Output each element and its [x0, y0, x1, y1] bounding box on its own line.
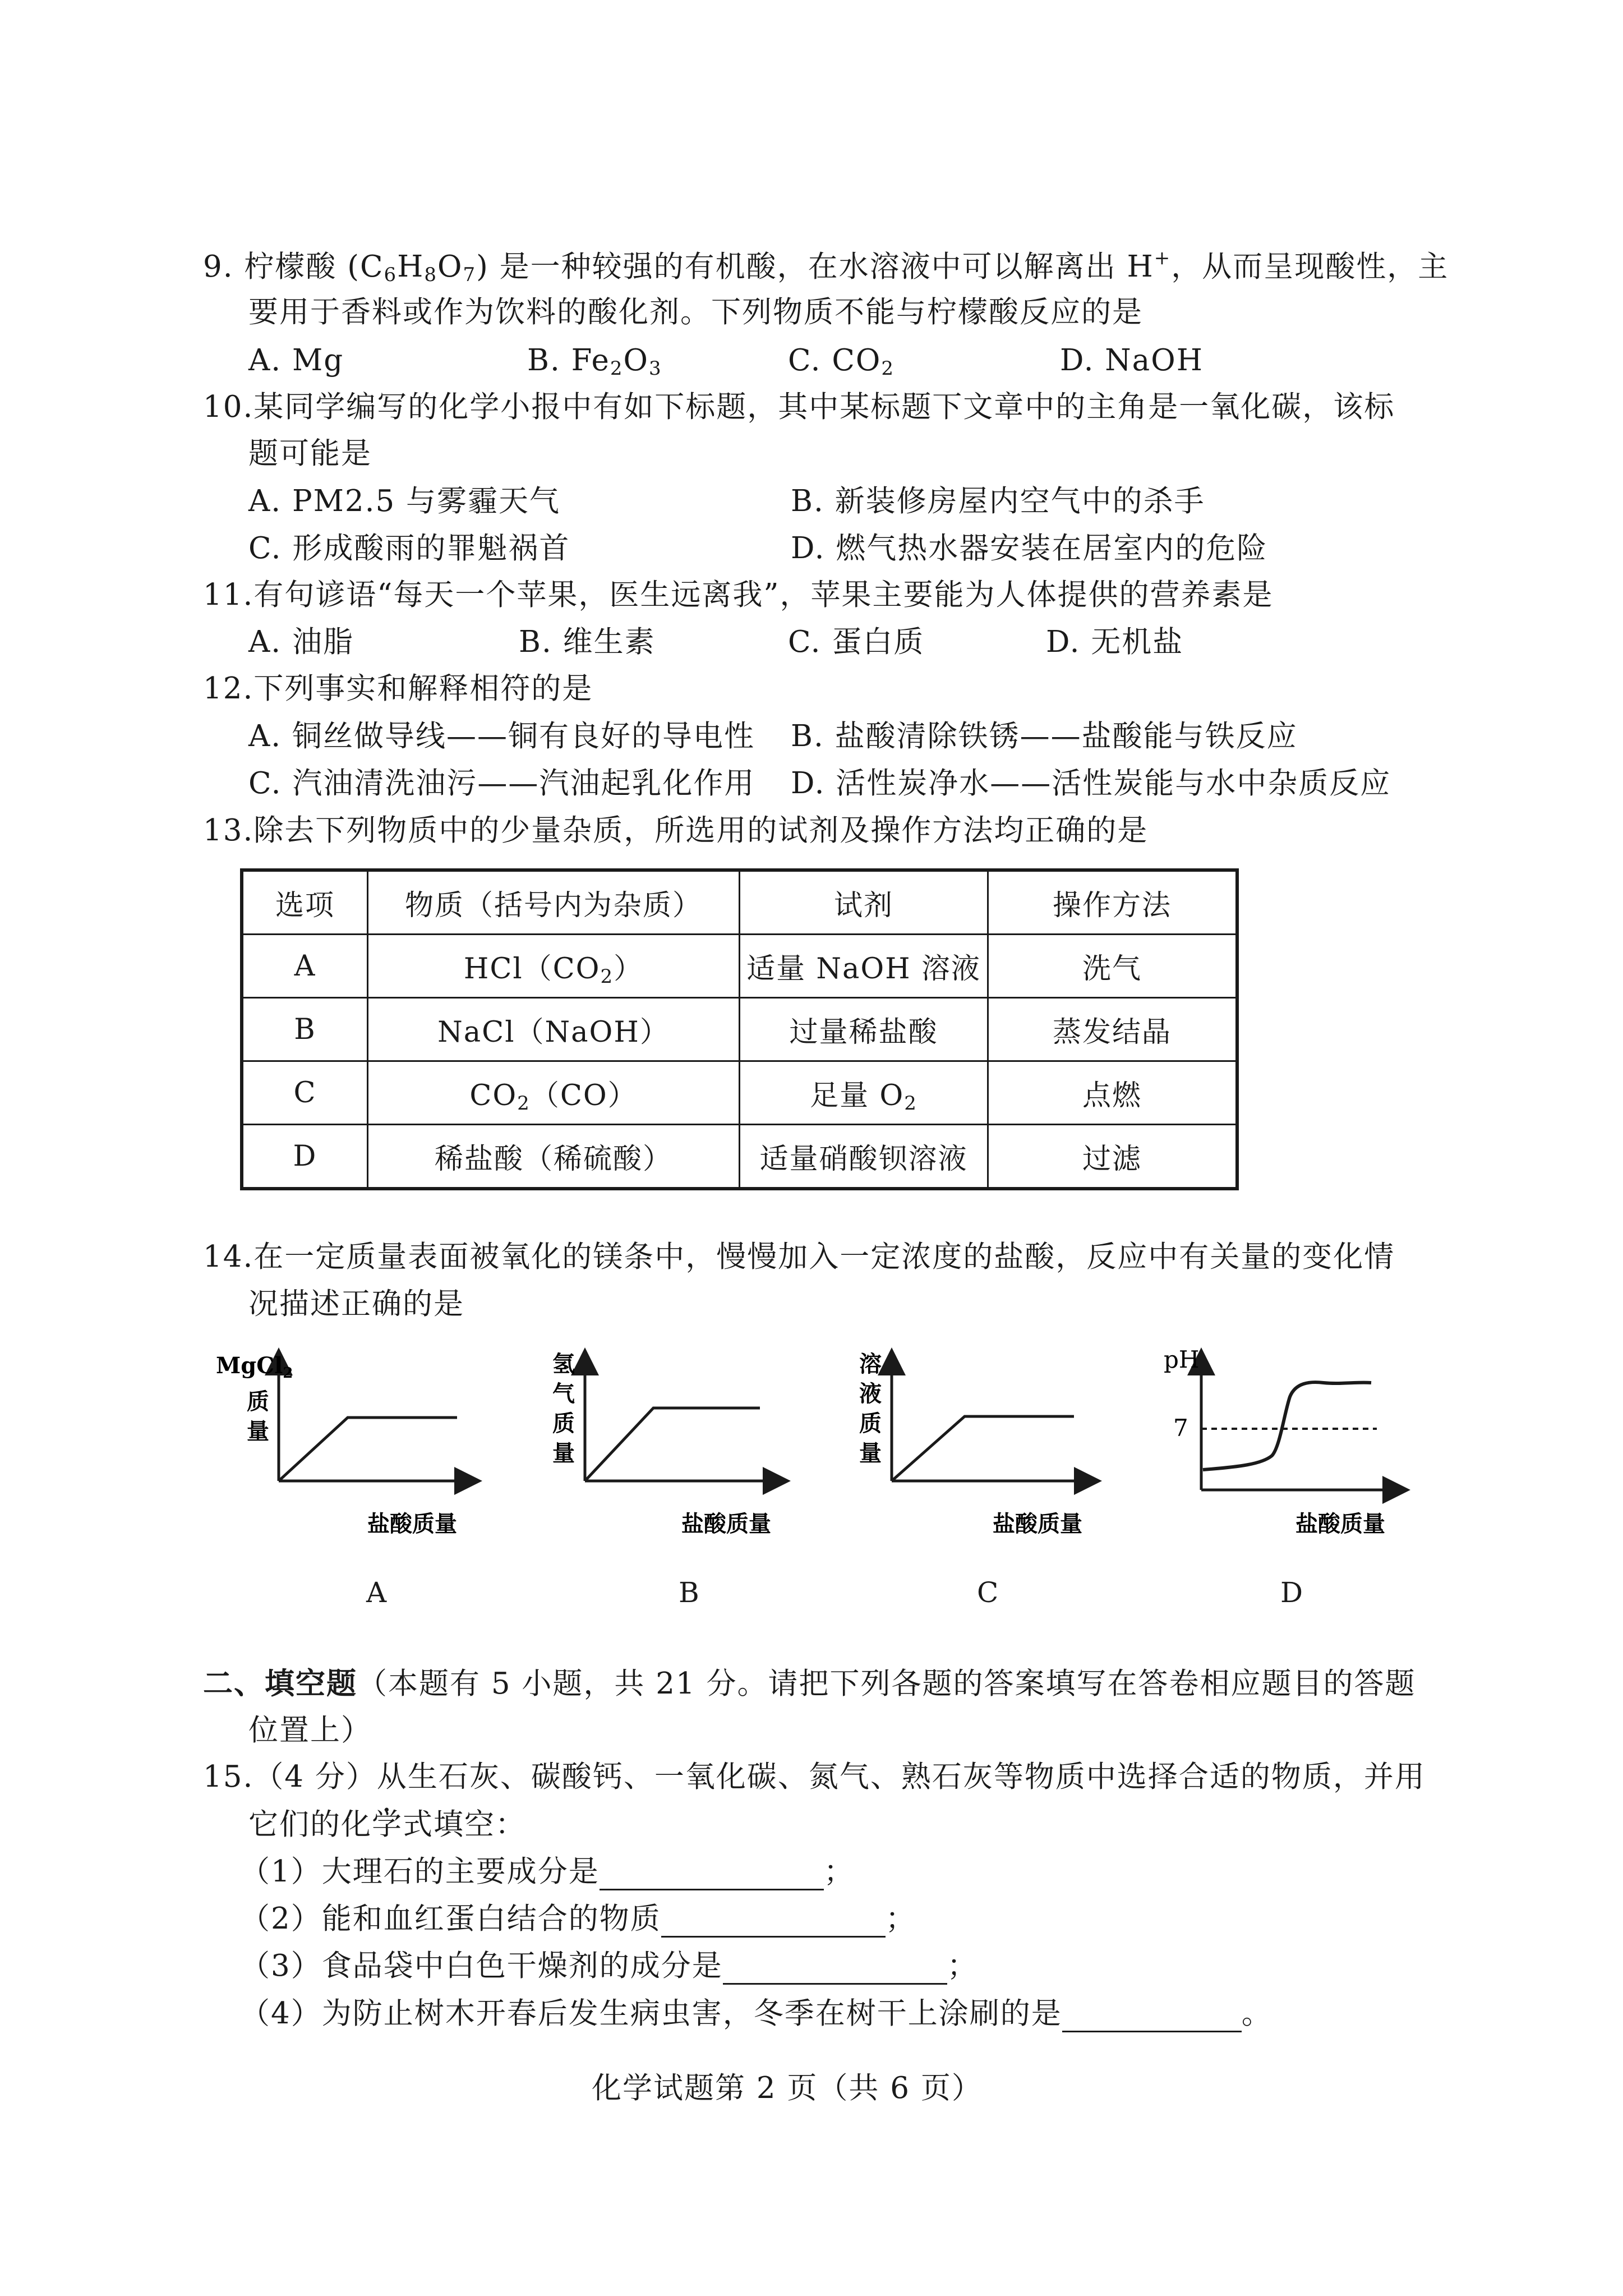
q14-line2: 况描述正确的是	[248, 1287, 464, 1321]
table-cell-reagent: 过量稀盐酸	[740, 998, 988, 1061]
table-cell-substance: 稀盐酸（稀硫酸）	[368, 1125, 740, 1189]
q15-item3: （3）食品袋中白色干燥剂的成分是 ；	[240, 1948, 978, 1985]
answer-blank[interactable]	[600, 1860, 824, 1890]
section2-line1: 二、填空题（本题有 5 小题，共 21 分。请把下列各题的答案填写在答卷相应题目的答题	[203, 1666, 1416, 1701]
answer-blank[interactable]	[661, 1907, 886, 1938]
q9-option-a: A. Mg	[248, 343, 344, 378]
table-cell-option: C	[242, 1061, 368, 1125]
q12-line1: 12.下列事实和解释相符的是	[203, 671, 593, 706]
graph-d-caption: D	[1280, 1576, 1303, 1609]
graph-a-ylabel-char: 质	[247, 1388, 269, 1415]
table-cell-reagent: 足量 $O_2$	[740, 1061, 988, 1125]
q12-option-b: B. 盐酸清除铁锈——盐酸能与铁反应	[791, 719, 1298, 753]
table-cell-method: 点燃	[988, 1061, 1238, 1125]
q12-option-c: C. 汽油清洗油污——汽油起乳化作用	[248, 766, 755, 800]
q9-option-c: C. $CO_2$	[788, 343, 895, 380]
q9-option-d: D. NaOH	[1060, 343, 1204, 378]
table-header-cell: 选项	[242, 870, 368, 935]
q9-option-b: B. $Fe_2O_3$	[527, 343, 662, 380]
q10-line1: 10.某同学编写的化学小报中有如下标题，其中某标题下文章中的主角是一氧化碳，该标	[203, 390, 1395, 424]
graph-d-ylabel: pH	[1164, 1346, 1200, 1373]
graph-a-caption: A	[366, 1576, 387, 1609]
q11-option-a: A. 油脂	[248, 625, 354, 659]
q10-option-a: A. PM2.5 与雾霾天气	[248, 484, 561, 518]
graph-a	[216, 1352, 477, 1537]
table-cell-method: 过滤	[988, 1125, 1238, 1189]
q15-number: 15.	[203, 1760, 254, 1794]
q11-option-b: B. 维生素	[519, 625, 656, 659]
answer-blank[interactable]	[1062, 2001, 1242, 2032]
table-cell-substance: $CO_2(CO)$	[368, 1061, 740, 1125]
graph-b-ylabel-char: 气	[552, 1381, 575, 1407]
table-header-cell: 物质（括号内为杂质）	[368, 870, 740, 935]
graph-d	[1164, 1346, 1405, 1537]
graph-c-ylabel-char: 溶	[859, 1351, 882, 1377]
q9-number: 9.	[203, 250, 234, 284]
graph-b-curve	[585, 1408, 760, 1481]
q15-line2: 它们的化学式填空：	[248, 1807, 526, 1842]
q10-option-c: C. 形成酸雨的罪魁祸首	[248, 531, 570, 565]
section2-line2: 位置上）	[248, 1713, 372, 1747]
graph-a-ylabel-formula: MgCl$_2$	[216, 1352, 293, 1382]
graph-b-ylabel-char: 氢	[552, 1351, 575, 1377]
table-cell-reagent: 适量 NaOH 溶液	[740, 935, 988, 998]
q12-option-a: A. 铜丝做导线——铜有良好的导电性	[248, 719, 755, 753]
q14-number: 14.	[203, 1240, 254, 1274]
graph-c-ylabel-char: 质	[859, 1410, 882, 1437]
graph-a-curve	[279, 1418, 457, 1481]
graph-a-ylabel-char: 量	[247, 1418, 269, 1444]
q13-number: 13.	[203, 813, 254, 848]
q12-number: 12.	[203, 671, 254, 706]
table-cell-option: D	[242, 1125, 368, 1189]
graph-b	[552, 1351, 785, 1537]
table-cell-option: A	[242, 935, 368, 998]
graph-c-ylabel-char: 液	[859, 1381, 882, 1407]
q11-option-d: D. 无机盐	[1046, 625, 1184, 659]
q10-option-b: B. 新装修房屋内空气中的杀手	[791, 484, 1205, 518]
q9-line1: 9. 柠檬酸 $(C_6H_8O_7)$ 是一种较强的有机酸，在水溶液中可以解离出 H+，从而呈现酸性，主	[203, 247, 1449, 286]
q15-line1: 15.（4 分）从生石灰、碳酸钙、一氧化碳、氮气、熟石灰等物质中选择合适的物质，并用	[203, 1760, 1426, 1794]
q11-number: 11.	[203, 578, 254, 612]
q9-line2: 要用于香料或作为饮料的酸化剂。下列物质不能与柠檬酸反应的是	[248, 295, 1143, 329]
graph-c-caption: C	[977, 1576, 999, 1609]
table-cell-method: 蒸发结晶	[988, 998, 1238, 1061]
page-footer: 化学试题第 2 页（共 6 页）	[592, 2071, 983, 2105]
answer-blank[interactable]	[723, 1954, 947, 1985]
graph-d-xlabel: 盐酸质量	[1295, 1511, 1385, 1537]
q15-item1: （1）大理石的主要成分是 ；	[240, 1853, 855, 1890]
q12-option-d: D. 活性炭净水——活性炭能与水中杂质反应	[791, 766, 1391, 800]
q15-item4: （4）为防止树木开春后发生病虫害，冬季在树干上涂刷的是 。	[240, 1995, 1272, 2032]
table-cell-substance: $HCl(CO_2)$	[368, 935, 740, 998]
table-cell-reagent: 适量硝酸钡溶液	[740, 1125, 988, 1189]
graph-b-xlabel: 盐酸质量	[681, 1511, 771, 1537]
graph-d-curve	[1203, 1382, 1371, 1470]
graph-b-ylabel-char: 量	[552, 1440, 575, 1466]
graph-c-ylabel-char: 量	[859, 1440, 882, 1466]
table-header-cell: 试剂	[740, 870, 988, 935]
graph-c-xlabel: 盐酸质量	[993, 1511, 1082, 1537]
q13-line1: 13.除去下列物质中的少量杂质，所选用的试剂及操作方法均正确的是	[203, 813, 1149, 848]
graph-a-xlabel: 盐酸质量	[367, 1511, 457, 1537]
q10-number: 10.	[203, 390, 254, 424]
table-header-cell: 操作方法	[988, 870, 1238, 935]
graph-d-ref-value: 7	[1173, 1414, 1188, 1442]
table-cell-option: B	[242, 998, 368, 1061]
q10-option-d: D. 燃气热水器安装在居室内的危险	[791, 531, 1268, 565]
graph-c-curve	[892, 1416, 1074, 1481]
graph-b-caption: B	[679, 1576, 699, 1609]
graph-b-ylabel-char: 质	[552, 1410, 575, 1437]
section2-title: 二、填空题	[203, 1666, 357, 1701]
table-cell-substance: NaCl（NaOH）	[368, 998, 740, 1061]
q11-option-c: C. 蛋白质	[788, 625, 925, 659]
emphasis-dots: 化学式	[341, 1807, 434, 1842]
table-cell-method: 洗气	[988, 935, 1238, 998]
q15-item2: （2）能和血红蛋白结合的物质 ；	[240, 1901, 916, 1938]
graph-c	[859, 1351, 1096, 1537]
q10-line2: 题可能是	[248, 436, 372, 471]
q11-line1: 11.有句谚语“每天一个苹果，医生远离我”，苹果主要能为人体提供的营养素是	[203, 578, 1274, 612]
q14-line1: 14.在一定质量表面被氧化的镁条中，慢慢加入一定浓度的盐酸，反应中有关量的变化情	[203, 1240, 1395, 1274]
